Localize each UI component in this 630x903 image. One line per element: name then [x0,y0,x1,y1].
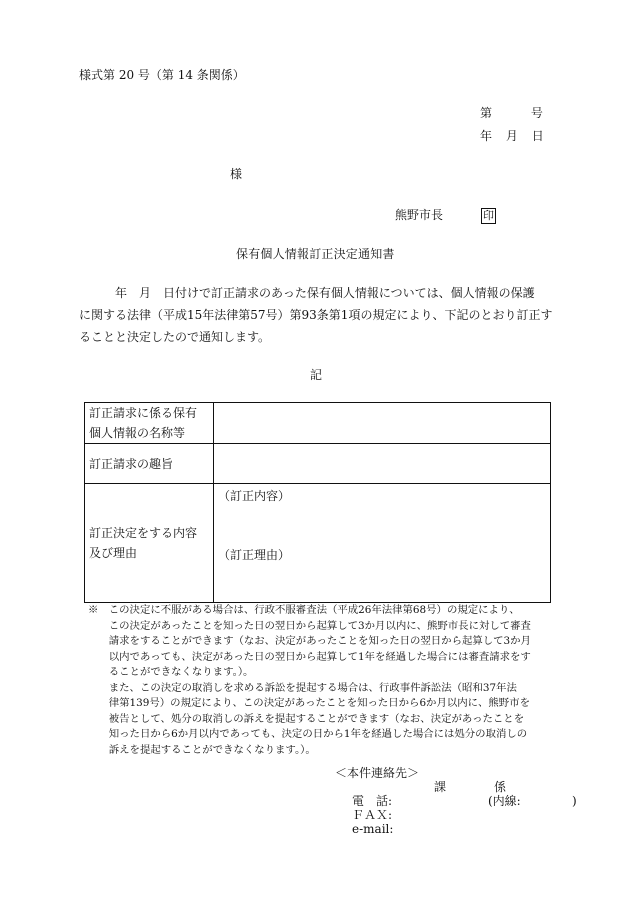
detail-table [84,402,551,603]
label-line: 訂正決定をする内容 [89,526,198,540]
document-title: 保有個人情報訂正決定通知書 [236,247,395,261]
label-line: 訂正請求に係る保有 [89,406,198,420]
label-line: 及び理由 [89,546,138,560]
correction-content-label: （訂正内容） [218,489,291,503]
table-value-cell [214,484,551,603]
seal-mark: 印 [483,208,495,222]
contact-fax: ＦＡＸ: [352,808,393,822]
note-line: 訴えを提起することができなくなります。）。 [88,743,316,756]
notes-section [88,603,558,758]
note-line: 請求をすることができます（なお、決定があったことを知った日の翌日から起算して3か月 [88,635,531,647]
note-line: ※ この決定に不服がある場合は、行政不服審査法（平成26年法律第68号）の規定により、 [88,604,520,616]
label-line: 個人情報の名称等 [89,426,186,440]
table-row [85,403,551,444]
doc-number-prefix: 第 [480,106,493,120]
note-line: 律第139号）の規定により、この決定があったことを知った日から6か月以内に、熊野市を [88,697,530,709]
issuer-name: 熊野市長 [395,208,444,222]
date-day: 日 [531,129,544,143]
dept-label: 課 [434,780,447,794]
table-label-cell [85,484,214,603]
table-value-cell [214,403,551,444]
extension-label: (内線: [488,794,521,808]
addressee: 様 [230,167,243,181]
note-line: 知った日から6か月以内であっても、決定の日から1年を経過した場合には処分の取消しの [88,728,528,740]
table-row [85,444,551,484]
phone-label: 電 話: [352,794,393,808]
section-label: 係 [494,780,507,794]
table-label-cell [85,403,214,444]
issuer [395,206,496,224]
form-number: 様式第 20 号（第 14 条関係） [79,68,245,82]
body-paragraph [79,282,554,348]
contact-heading: ＜本件連絡先＞ [335,766,420,780]
body-line: ることと決定したので通知します。 [79,330,271,344]
date-year: 年 [480,129,493,143]
correction-reason-label: （訂正理由） [218,548,291,562]
note-line: 以内であっても、決定があった日の翌日から起算して1年を経過した場合には審査請求をす [88,650,531,663]
note-line: この決定があったことを知った日の翌日から起算して3か月以内に、熊野市長に対して審査 [88,619,531,632]
body-line: に関する法律（平成15年法律第57号）第93条第1項の規定により、下記のとおり訂正す [79,308,553,322]
date-month: 月 [505,129,518,143]
table-value-cell [214,444,551,484]
contact-phone [352,794,577,808]
table-label-cell: 訂正請求の趣旨 [85,444,214,484]
note-line: ることができなくなります。）。 [88,666,254,678]
ki-heading: 記 [310,368,323,382]
table-row [85,484,551,603]
extension-close: ) [572,794,577,808]
contact-department [434,780,570,794]
body-line: 年 月 日付けで訂正請求のあった保有個人情報については、個人情報の保護 [79,286,535,300]
document-date [480,127,542,144]
note-line: 被告として、処分の取消しの訴えを提起することができます（なお、決定があったことを [88,712,525,725]
note-line: また、この決定の取消しを求める訴訟を提起する場合は、行政事件訴訟法（昭和37年法 [88,681,517,694]
doc-number-suffix: 号 [530,106,543,120]
contact-block [330,766,577,836]
contact-email: e-mail: [352,822,394,836]
document-number [480,104,542,121]
